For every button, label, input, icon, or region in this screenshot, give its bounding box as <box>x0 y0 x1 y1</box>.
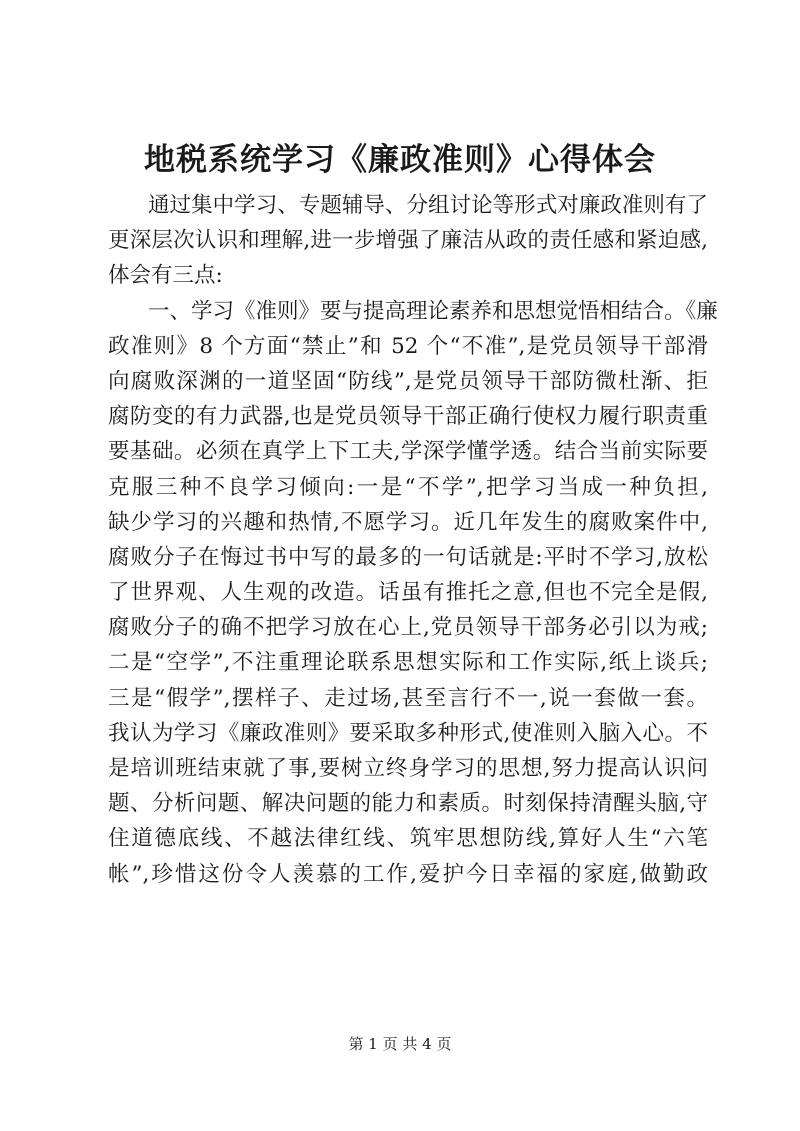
paragraph-2-line-8: 腐败分子在悔过书中写的最多的一句话就是:平时不学习,放松 <box>108 544 708 570</box>
paragraph-1-line-2: 更深层次认识和理解,进一步增强了廉洁从政的责任感和紧迫感, <box>108 228 708 254</box>
paragraph-2-line-16: 住道德底线、不越法律红线、筑牢思想防线,算好人生“六笔 <box>108 826 708 852</box>
paragraph-1-line-1: 通过集中学习、专题辅导、分组讨论等形式对廉政准则有了 <box>148 193 708 218</box>
paragraph-2-line-12: 三是“假学”,摆样子、走过场,甚至言行不一,说一套做一套。 <box>108 685 708 711</box>
paragraph-2-line-2: 政准则》8 个方面“禁止”和 52 个“不准”,是党员领导干部滑 <box>108 333 708 359</box>
paragraph-1-line-3: 体会有三点: <box>108 263 223 289</box>
paragraph-2-line-15: 题、分析问题、解决问题的能力和素质。时刻保持清醒头脑,守 <box>108 791 708 817</box>
paragraph-2-line-9: 了世界观、人生观的改造。话虽有推托之意,但也不完全是假, <box>108 580 708 606</box>
document-title: 地税系统学习《廉政准则》心得体会 <box>144 142 656 178</box>
paragraph-2-line-11: 二是“空学”,不注重理论联系思想实际和工作实际,纸上谈兵; <box>108 650 708 676</box>
document-body <box>108 188 718 892</box>
page-footer: 第 1 页 共 4 页 <box>348 1035 452 1053</box>
paragraph-2-line-6: 克服三种不良学习倾向:一是“不学”,把学习当成一种负担, <box>108 474 708 500</box>
paragraph-2-line-13: 我认为学习《廉政准则》要采取多种形式,使准则入脑入心。不 <box>108 720 708 746</box>
paragraph-2-line-17: 帐”,珍惜这份令人羡慕的工作,爱护今日幸福的家庭,做勤政 <box>108 861 708 887</box>
paragraph-2-line-1: 一、学习《准则》要与提高理论素养和思想觉悟相结合。《廉 <box>148 298 718 324</box>
paragraph-2-line-14: 是培训班结束就了事,要树立终身学习的思想,努力提高认识问 <box>108 756 708 781</box>
paragraph-2-line-3: 向腐败深渊的一道坚固“防线”,是党员领导干部防微杜渐、拒 <box>108 368 708 394</box>
paragraph-2-line-5: 要基础。必须在真学上下工夫,学深学懂学透。结合当前实际要 <box>108 439 708 465</box>
paragraph-2-line-7: 缺少学习的兴趣和热情,不愿学习。近几年发生的腐败案件中, <box>108 509 708 535</box>
paragraph-2-line-10: 腐败分子的确不把学习放在心上,党员领导干部务必引以为戒; <box>108 615 708 641</box>
paragraph-2-line-4: 腐防变的有力武器,也是党员领导干部正确行使权力履行职责重 <box>108 404 708 430</box>
